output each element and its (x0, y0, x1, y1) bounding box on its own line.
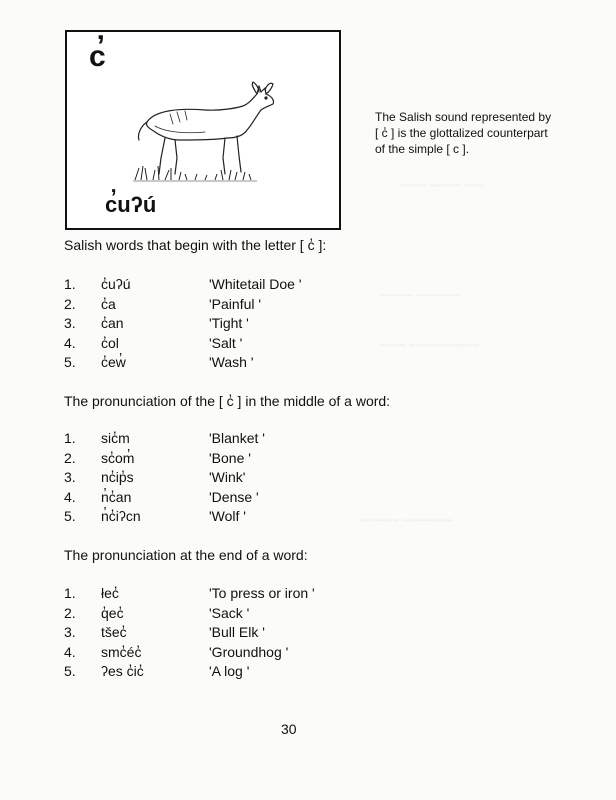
section-heading: The pronunciation at the end of a word: (64, 547, 308, 563)
english-gloss: 'Whitetail Doe ' (209, 276, 302, 292)
item-number: 1. (64, 276, 76, 292)
word-list (64, 585, 484, 683)
bleed-through-text: ~~~~~~ ~~~~~~~~ (360, 515, 453, 527)
section-heading: Salish words that begin with the letter [ c̓ ]: (64, 237, 327, 253)
english-gloss: 'Salt ' (209, 334, 243, 351)
page-number: 30 (281, 721, 297, 737)
english-gloss: 'Groundhog ' (209, 643, 289, 660)
list-item (64, 469, 484, 489)
salish-word: c̓a (101, 295, 116, 312)
english-gloss: 'Wash ' (209, 354, 254, 370)
item-number: 5. (64, 663, 76, 679)
salish-word: nc̓ip̓s (101, 469, 134, 485)
item-number: 4. (64, 643, 76, 660)
item-number: 3. (64, 624, 76, 640)
english-gloss: 'Wolf ' (209, 508, 246, 524)
salish-word: n̓c̓an (101, 488, 132, 505)
list-item (64, 296, 484, 316)
card-word: c̓uʔú (105, 192, 157, 217)
sound-description: The Salish sound represented by [ c̓ ] is the glottalized counterpart of the simple [ c ]. (375, 110, 552, 156)
list-item (64, 315, 484, 335)
english-gloss: 'Bull Elk ' (209, 624, 265, 640)
salish-word: sc̓om̓ (101, 449, 135, 466)
item-number: 1. (64, 585, 76, 601)
list-item (64, 276, 484, 296)
list-item (64, 354, 484, 374)
salish-word: ʔes c̓ic̓ (101, 663, 144, 679)
word-list (64, 276, 484, 374)
english-gloss: 'Bone ' (209, 449, 251, 466)
list-item (64, 430, 484, 450)
item-number: 3. (64, 315, 76, 331)
bleed-through-text: ~~~~~ ~~~~~~~ (380, 290, 461, 302)
list-item (64, 489, 484, 509)
item-number: 3. (64, 469, 76, 485)
word-list (64, 430, 484, 528)
salish-word: c̓ew̓ (101, 354, 126, 370)
item-number: 1. (64, 430, 76, 446)
salish-word: c̓ol (101, 334, 119, 351)
bleed-through-text: ~~~~ ~~~~~~~~~~~ (380, 340, 480, 352)
salish-word: c̓uʔú (101, 276, 131, 292)
salish-word: tšec̓ (101, 624, 127, 640)
list-item (64, 585, 484, 605)
list-item (64, 644, 484, 664)
salish-word: n̓c̓iʔcn (101, 508, 141, 524)
item-number: 4. (64, 488, 76, 505)
item-number: 2. (64, 295, 76, 312)
bleed-through-text: ~~~~ ~~~~~ ~~~ (400, 180, 484, 192)
english-gloss: 'Painful ' (209, 295, 262, 312)
salish-word: smc̓éc̓ (101, 643, 142, 660)
item-number: 2. (64, 449, 76, 466)
section-heading: The pronunciation of the [ c̓ ] in the middle of a word: (64, 393, 391, 409)
list-item (64, 508, 484, 528)
card-letter: c̓ (89, 40, 106, 73)
item-number: 2. (64, 604, 76, 621)
item-number: 4. (64, 334, 76, 351)
list-item (64, 663, 484, 683)
letter-card (65, 30, 341, 230)
english-gloss: 'Sack ' (209, 604, 250, 621)
english-gloss: 'To press or iron ' (209, 585, 315, 601)
english-gloss: 'Wink' (209, 469, 246, 485)
english-gloss: 'Dense ' (209, 488, 259, 505)
english-gloss: 'Tight ' (209, 315, 249, 331)
list-item (64, 624, 484, 644)
item-number: 5. (64, 354, 76, 370)
whitetail-doe-illustration (125, 80, 290, 185)
item-number: 5. (64, 508, 76, 524)
english-gloss: 'Blanket ' (209, 430, 265, 446)
salish-word: c̓an (101, 315, 124, 331)
salish-word: łec̓ (101, 585, 119, 601)
list-item (64, 450, 484, 470)
salish-word: sic̓m (101, 430, 130, 446)
salish-word: q̓ec̓ (101, 604, 124, 621)
list-item (64, 605, 484, 625)
english-gloss: 'A log ' (209, 663, 250, 679)
list-item (64, 335, 484, 355)
